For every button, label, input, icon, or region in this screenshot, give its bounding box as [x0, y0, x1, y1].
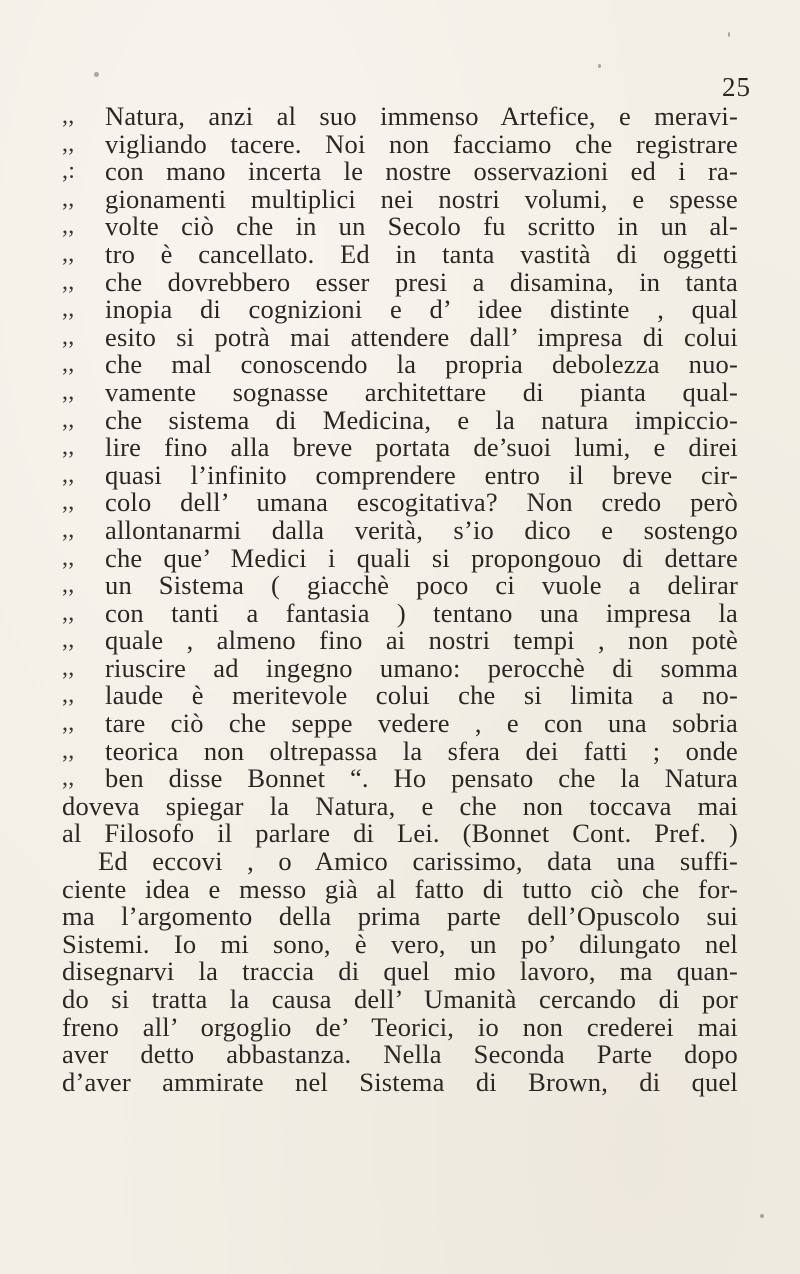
- text-line: [62, 514, 738, 545]
- ink-speck: [728, 32, 730, 37]
- line-text: ciente idea e messo già al fatto di tutto ciò che for-: [62, 873, 738, 904]
- line-text: doveva spiegar la Natura, e che non toccava mai: [62, 790, 738, 821]
- line-text: laude è meritevole colui che si limita a no-: [105, 680, 738, 711]
- line-text: Sistemi. Io mi sono, è vero, un po’ dilungato nel: [62, 928, 738, 959]
- quotation-marker: ,,: [62, 627, 75, 654]
- text-line: [62, 848, 738, 876]
- line-text: che sistema di Medicina, e la natura impiccio-: [105, 404, 738, 435]
- quotation-marker: ,,: [62, 654, 75, 681]
- quotation-marker: ,,: [62, 351, 75, 378]
- text-line: [62, 903, 738, 931]
- text-line: [62, 1066, 738, 1097]
- text-line: [62, 238, 738, 269]
- line-text: al Filosofo il parlare di Lei. (Bonnet Cont. Pref. ): [62, 818, 738, 849]
- line-text: che que’ Medici i quali si propongouo di dettare: [105, 542, 738, 573]
- text-line: [62, 765, 738, 793]
- ink-speck: [598, 64, 601, 68]
- quotation-marker: ,,: [62, 710, 75, 737]
- text-line: [62, 434, 738, 462]
- line-text: inopia di cognizioni e d’ idee distinte , qual: [105, 294, 738, 325]
- line-text: un Sistema ( giacchè poco ci vuole a delirar: [105, 570, 738, 601]
- quotation-marker: ,,: [62, 516, 75, 543]
- line-text: ma l’argomento della prima parte dell’Opuscolo sui: [62, 901, 738, 932]
- line-text: colo dell’ umana escogitativa? Non credo però: [105, 487, 738, 518]
- line-text: d’aver ammirate nel Sistema di Brown, di quel: [62, 1066, 738, 1097]
- quotation-marker: ,,: [62, 737, 75, 764]
- text-line: [62, 128, 738, 159]
- quotation-marker: ,,: [62, 240, 75, 267]
- ink-speck: [94, 72, 99, 77]
- line-text: Ed eccovi , o Amico carissimo, data una suffi-: [98, 846, 738, 877]
- line-text: lire fino alla breve portata de’suoi lumi, e direi: [105, 432, 738, 463]
- quotation-marker: ,,: [62, 406, 75, 433]
- text-line: [62, 958, 738, 986]
- text-line: [62, 928, 738, 959]
- text-line: [62, 820, 738, 848]
- quotation-marker: ,,: [62, 268, 75, 295]
- quotation-marker: ,,: [62, 213, 75, 240]
- line-text: teorica non oltrepassa la sfera dei fatti ; onde: [105, 735, 738, 766]
- text-line: [62, 183, 738, 214]
- text-line: [62, 213, 738, 241]
- text-line: [62, 597, 738, 628]
- line-text: quasi l’infinito comprendere entro il breve cir-: [105, 459, 738, 490]
- ink-speck: [760, 1214, 764, 1218]
- line-text: disegnarvi la traccia di quel mio lavoro, ma quan-: [62, 956, 738, 987]
- line-text: che dovrebbero esser presi a disamina, in tanta: [105, 266, 738, 297]
- body-text: [62, 103, 738, 1096]
- quotation-marker: ,:: [62, 158, 76, 185]
- line-text: vamente sognasse architettare di pianta qual-: [105, 376, 738, 407]
- quotation-marker: ,,: [62, 489, 75, 516]
- line-text: gionamenti multiplici nei nostri volumi, e spesse: [105, 183, 738, 214]
- text-line: [62, 321, 738, 352]
- quotation-marker: ,,: [62, 599, 75, 626]
- quotation-marker: ,,: [62, 544, 75, 571]
- line-text: tro è cancellato. Ed in tanta vastità di oggetti: [105, 238, 738, 269]
- line-text: esito si potrà mai attendere dall’ impresa di colui: [105, 321, 738, 352]
- text-line: [62, 404, 738, 435]
- line-text: tare ciò che seppe vedere , e con una sobria: [105, 708, 738, 739]
- line-text: vigliando tacere. Noi non facciamo che registrare: [105, 128, 738, 159]
- line-text: Natura, anzi al suo immenso Artefice, e meravi-: [105, 101, 738, 131]
- text-line: [62, 1011, 738, 1042]
- quotation-marker: ,,: [62, 765, 75, 792]
- line-text: quale , almeno fino ai nostri tempi , non potè: [105, 625, 738, 656]
- text-line: [62, 710, 738, 738]
- line-text: che mal conoscendo la propria debolezza nuo-: [105, 349, 738, 380]
- text-line: [62, 351, 738, 379]
- text-line: [62, 627, 738, 655]
- quotation-marker: ,,: [62, 434, 75, 461]
- line-text: aver detto abbastanza. Nella Seconda Parte dopo: [62, 1039, 738, 1070]
- quotation-marker: ,,: [62, 378, 75, 405]
- line-text: volte ciò che in un Secolo fu scritto in un al-: [105, 211, 738, 242]
- line-text: ben disse Bonnet “. Ho pensato che la Natura: [105, 763, 738, 794]
- text-line: [62, 790, 738, 821]
- quotation-marker: ,,: [62, 185, 75, 212]
- quotation-marker: ,,: [62, 296, 75, 323]
- text-line: [62, 103, 738, 131]
- text-line: [62, 376, 738, 407]
- text-line: [62, 542, 738, 573]
- text-line: [62, 873, 738, 904]
- line-text: con mano incerta le nostre osservazioni ed i ra-: [105, 156, 738, 187]
- line-text: riuscire ad ingegno umano: perocchè di somma: [105, 652, 738, 683]
- line-text: do si tratta la causa dell’ Umanità cercando di por: [62, 984, 738, 1014]
- text-line: [62, 1041, 738, 1069]
- quotation-marker: ,,: [62, 461, 75, 488]
- quotation-marker: ,,: [62, 103, 75, 129]
- quotation-marker: ,,: [62, 682, 75, 709]
- line-text: freno all’ orgoglio de’ Teorici, io non crederei mai: [62, 1011, 738, 1042]
- page-number: 25: [722, 72, 751, 102]
- text-line: [62, 652, 738, 683]
- text-line: [62, 158, 738, 186]
- text-line: [62, 296, 738, 324]
- text-line: [62, 986, 738, 1014]
- quotation-marker: ,,: [62, 323, 75, 350]
- text-line: [62, 682, 738, 710]
- text-line: [62, 572, 738, 600]
- quotation-marker: ,,: [62, 572, 75, 599]
- text-line: [62, 489, 738, 517]
- line-text: con tanti a fantasia ) tentano una impresa la: [105, 597, 738, 628]
- quotation-marker: ,,: [62, 130, 75, 157]
- line-text: allontanarmi dalla verità, s’io dico e sostengo: [105, 514, 738, 545]
- text-line: [62, 735, 738, 766]
- text-line: [62, 266, 738, 297]
- text-line: [62, 459, 738, 490]
